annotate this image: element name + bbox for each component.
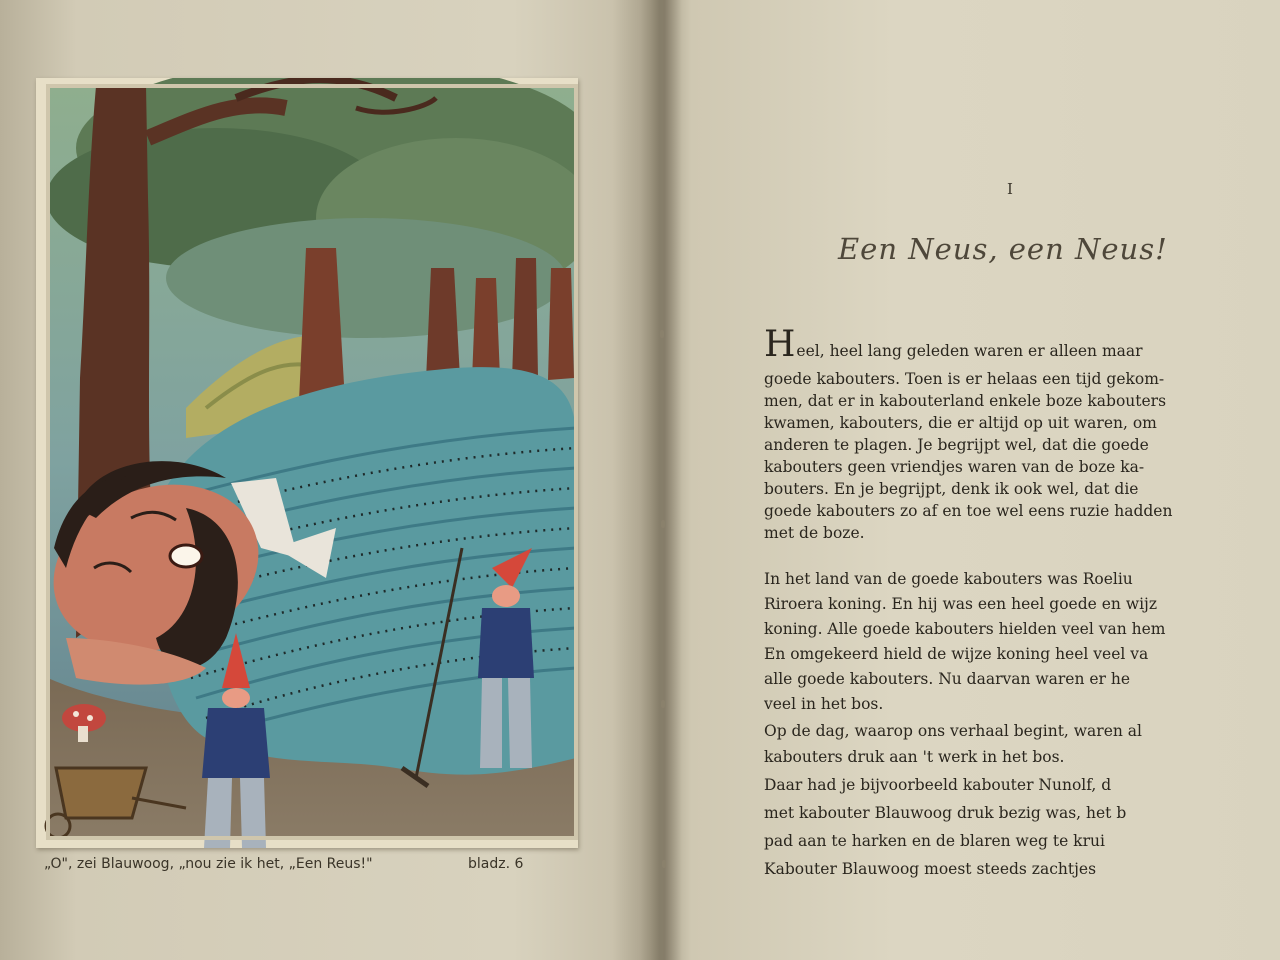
text-line: In het land van de goede kabouters was Roeliu xyxy=(764,570,1133,588)
text-line: alle goede kabouters. Nu daarvan waren er he xyxy=(764,670,1131,688)
illustration-caption xyxy=(44,856,584,878)
text-line: men, dat er in kabouterland enkele boze kabouters xyxy=(764,392,1167,410)
book-spine xyxy=(612,0,682,960)
text-line: veel in het bos. xyxy=(764,695,884,713)
text-line: met kabouter Blauwoog druk bezig was, het b xyxy=(764,804,1127,822)
text-line: Kabouter Blauwoog moest steeds zachtjes xyxy=(764,860,1097,878)
text-line: bouters. En je begrijpt, denk ik ook wel, dat die xyxy=(764,480,1139,498)
text-line: koning. Alle goede kabouters hielden veel van hem xyxy=(764,620,1166,638)
binding-stitch xyxy=(661,520,665,528)
text-line: Daar had je bijvoorbeeld kabouter Nunolf, d xyxy=(764,776,1112,794)
binding-stitch xyxy=(662,860,666,868)
text-line: Op de dag, waarop ons verhaal begint, waren al xyxy=(764,722,1142,740)
illustration-sleeping-giant xyxy=(36,78,578,848)
text-line: Heel, heel lang geleden waren er alleen maar xyxy=(764,324,1143,365)
text-line: kabouters geen vriendjes waren van de boze ka- xyxy=(764,458,1145,476)
chapter-title: Een Neus, een Neus! xyxy=(838,232,1168,266)
text-line: pad aan te harken en de blaren weg te krui xyxy=(764,832,1105,850)
caption-quote: „O", zei Blauwoog, „nou zie ik het, „Een Reus!" xyxy=(44,856,373,872)
text-line: En omgekeerd hield de wijze koning heel veel va xyxy=(764,645,1149,663)
caption-page-reference: bladz. 6 xyxy=(468,856,524,872)
text-line: met de boze. xyxy=(764,524,865,542)
binding-stitch xyxy=(660,330,664,338)
illustration-plate xyxy=(36,78,578,848)
text-line: kwamen, kabouters, die er altijd op uit waren, om xyxy=(764,414,1157,432)
text-line: Riroera koning. En hij was een heel goede en wijz xyxy=(764,595,1158,613)
chapter-number: I xyxy=(1007,180,1013,198)
binding-stitch xyxy=(661,700,665,708)
drop-cap: H xyxy=(764,324,796,365)
text-line: goede kabouters zo af en toe wel eens ruzie hadden xyxy=(764,502,1173,520)
text-line: anderen te plagen. Je begrijpt wel, dat die goede xyxy=(764,436,1149,454)
text-line: kabouters druk aan 't werk in het bos. xyxy=(764,748,1065,766)
text-line: goede kabouters. Toen is er helaas een tijd gekom- xyxy=(764,370,1165,388)
